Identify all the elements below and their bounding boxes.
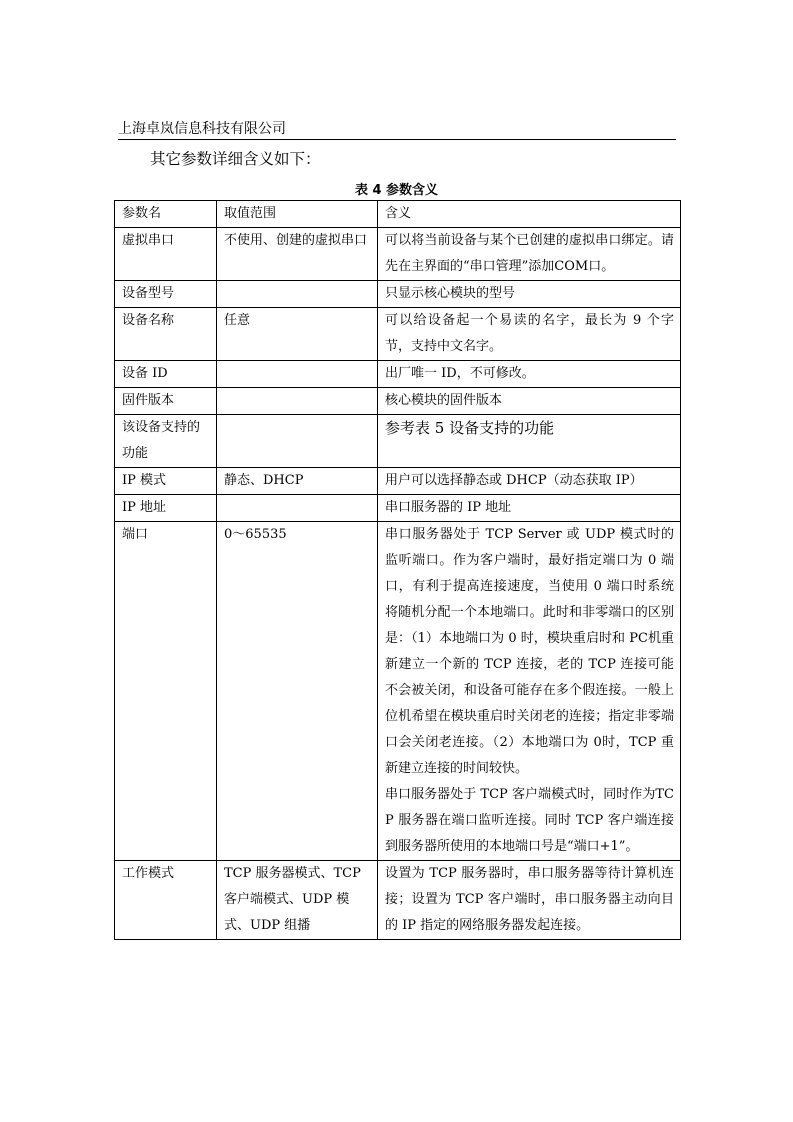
table-row — [115, 281, 681, 308]
intro-text: 其它参数详细含义如下： — [150, 150, 321, 168]
table-row — [115, 388, 681, 415]
param-name: 工作模式 — [115, 861, 217, 940]
param-desc-paragraph: 串口服务器处于 TCP Server 或 UDP 模式时的监听端口。作为客户端时，最好指定端口为 0 端口，有利于提高连接速度，当使用 0 端口时系统将随机分配一个本地端口。此时和非零端口的区别是：（1）本地端口为 0 时，模块重启时和 PC机重新建立一个新的 TCP 连接，老的 TCP 连接可能不会被关闭，和设备可能存在多个假连接。一般上位机希望在模块重启时关闭老的连接；指定非零端口会关闭老连接。（2）本地端口为 0时，TCP 重新建立连接的时间较快。 — [385, 527, 674, 776]
param-range — [217, 361, 378, 388]
param-name: 设备名称 — [115, 308, 217, 361]
param-name: 虚拟串口 — [115, 228, 217, 281]
param-range: 静态、DHCP — [217, 468, 378, 495]
param-name: 该设备支持的功能 — [115, 415, 217, 468]
table-row — [115, 522, 681, 861]
param-desc: 设置为 TCP 服务器时，串口服务器等待计算机连接；设置为 TCP 客户端时，串口服务器主动向目的 IP 指定的网络服务器发起连接。 — [378, 861, 681, 940]
table-row — [115, 228, 681, 281]
page-header-company: 上海卓岚信息科技有限公司 — [118, 120, 676, 140]
param-desc: 只显示核心模块的型号 — [378, 281, 681, 308]
param-name: 固件版本 — [115, 388, 217, 415]
param-desc: 用户可以选择静态或 DHCP（动态获取 IP） — [378, 468, 681, 495]
header-cell-name: 参数名 — [115, 201, 217, 228]
table-row — [115, 308, 681, 361]
param-desc: 出厂唯一 ID，不可修改。 — [378, 361, 681, 388]
param-range: 任意 — [217, 308, 378, 361]
param-range — [217, 495, 378, 522]
param-desc — [378, 522, 681, 861]
table-row — [115, 468, 681, 495]
table-row — [115, 861, 681, 940]
table-row — [115, 415, 681, 468]
param-range — [217, 415, 378, 468]
param-name: IP 地址 — [115, 495, 217, 522]
param-range: 不使用、创建的虚拟串口 — [217, 228, 378, 281]
param-range: 0～65535 — [217, 522, 378, 861]
table-header-row — [115, 201, 681, 228]
table-caption: 表 4 参数含义 — [354, 183, 439, 198]
table-row — [115, 495, 681, 522]
param-range — [217, 388, 378, 415]
param-name: 设备 ID — [115, 361, 217, 388]
header-cell-meaning: 含义 — [378, 201, 681, 228]
param-desc: 参考表 5 设备支持的功能 — [378, 415, 681, 468]
table-row — [115, 361, 681, 388]
param-name: 端口 — [115, 522, 217, 861]
param-desc: 可以将当前设备与某个已创建的虚拟串口绑定。请先在主界面的“串口管理”添加COM口。 — [378, 228, 681, 281]
parameter-table — [114, 200, 681, 940]
param-range — [217, 281, 378, 308]
header-cell-range: 取值范围 — [217, 201, 378, 228]
param-desc-paragraph: 串口服务器处于 TCP 客户端模式时，同时作为TCP 服务器在端口监听连接。同时 TCP 客户端连接到服务器所使用的本地端口号是“端口+1”。 — [385, 787, 674, 854]
param-name: 设备型号 — [115, 281, 217, 308]
param-desc: 可以给设备起一个易读的名字，最长为 9 个字节，支持中文名字。 — [378, 308, 681, 361]
param-name: IP 模式 — [115, 468, 217, 495]
param-desc: 串口服务器的 IP 地址 — [378, 495, 681, 522]
param-range: TCP 服务器模式、TCP客户端模式、UDP 模式、UDP 组播 — [217, 861, 378, 940]
param-desc: 核心模块的固件版本 — [378, 388, 681, 415]
